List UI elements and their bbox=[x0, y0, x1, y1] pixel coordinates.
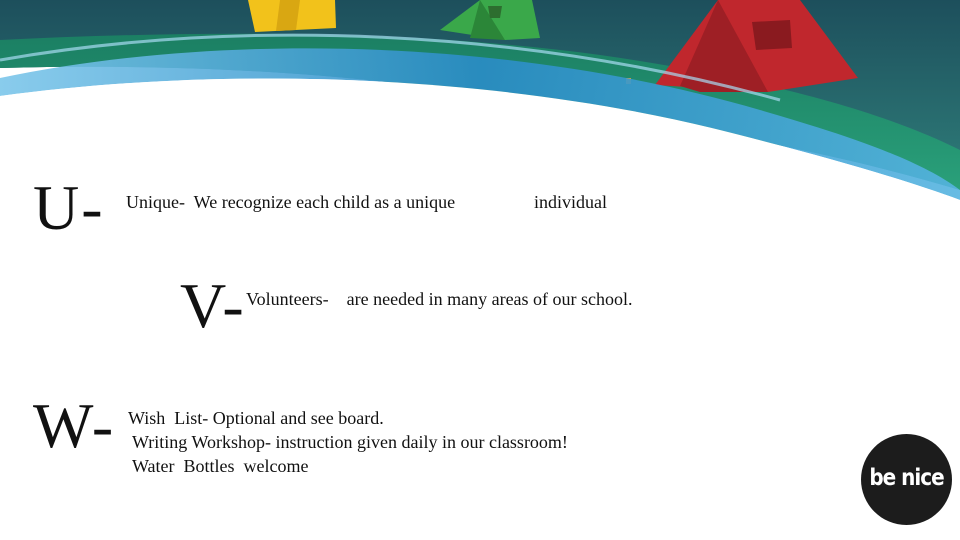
letter-w: W- bbox=[33, 390, 116, 461]
be-nice-logo bbox=[861, 434, 952, 525]
letter-v: V- bbox=[180, 270, 246, 341]
writing-workshop-line: Writing Workshop- instruction given daily in our classroom! bbox=[132, 432, 568, 452]
unique-line-continued: individual bbox=[534, 192, 607, 212]
volunteers-line: Volunteers- are needed in many areas of our school. bbox=[246, 289, 633, 309]
yellow-tent-icon bbox=[248, 0, 336, 32]
be-nice-logo-title: be nice bbox=[869, 463, 944, 491]
unique-line: Unique- We recognize each child as a unique bbox=[126, 192, 456, 212]
water-bottles-line: Water Bottles welcome bbox=[132, 456, 309, 476]
letter-u: U- bbox=[33, 172, 105, 243]
campsite-banner bbox=[0, 0, 960, 200]
wish-list-line: Wish List- Optional and see board. bbox=[128, 408, 384, 428]
